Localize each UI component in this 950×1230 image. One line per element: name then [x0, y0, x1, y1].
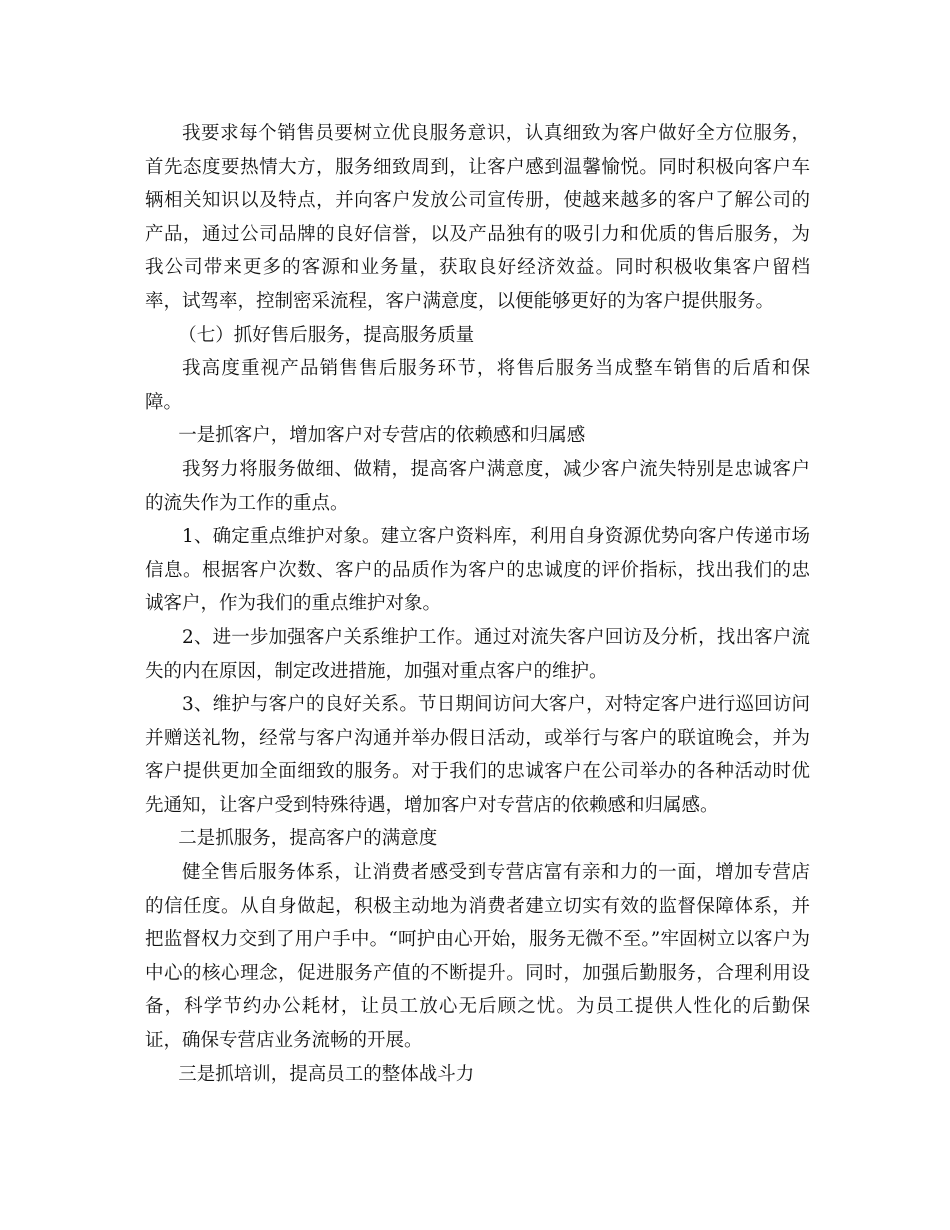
paragraph-item-3: 3、维护与客户的良好关系。节日期间访问大客户，对特定客户进行巡回访问并赠送礼物，经常与客户沟通并举办假日活动，或举行与客户的联谊晚会，并为客户提供更加全面细致的服务。对于我们的忠诚客户在公司举办的各种活动时优先通知，让客户受到特殊待遇，增加客户对专营店的依赖感和归属感。	[145, 694, 810, 816]
document-body	[145, 117, 810, 1091]
section-heading-after-sales: （七）抓好售后服务，提高服务质量	[178, 324, 475, 346]
paragraph-item-2: 2、进一步加强客户关系维护工作。通过对流失客户回访及分析，找出客户流失的内在原因，制定改进措施，加强对重点客户的维护。	[145, 626, 810, 682]
subheading-service-satisfaction: 二是抓服务，提高客户的满意度	[178, 828, 438, 850]
paragraph-item-1: 1、确定重点维护对象。建立客户资料库，利用自身资源优势向客户传递市场信息。根据客户次数、客户的品质作为客户的忠诚度的评价指标，找出我们的忠诚客户，作为我们的重点维护对象。	[145, 526, 810, 615]
paragraph-after-sales-importance: 我高度重视产品销售售后服务环节，将售后服务当成整车销售的后盾和保障。	[145, 358, 810, 413]
paragraph-service-awareness: 我要求每个销售员要树立优良服务意识，认真细致为客户做好全方位服务，首先态度要热情大方，服务细致周到，让客户感到温馨愉悦。同时积极向客户车辆相关知识以及特点，并向客户发放公司宣传册，使越来越多的客户了解公司的产品，通过公司品牌的良好信誉，以及产品独有的吸引力和优质的售后服务，为我公司带来更多的客源和业务量，获取良好经济效益。同时积极收集客户留档率，试驾率，控制密采流程，客户满意度，以便能够更好的为客户提供服务。	[145, 123, 810, 312]
paragraph-customer-retention: 我努力将服务做细、做精，提高客户满意度，减少客户流失特别是忠诚客户的流失作为工作的重点。	[145, 458, 810, 514]
subheading-training: 三是抓培训，提高员工的整体战斗力	[178, 1063, 475, 1085]
paragraph-service-system: 健全售后服务体系，让消费者感受到专营店富有亲和力的一面，增加专营店的信任度。从自身做起，积极主动地为消费者建立切实有效的监督保障体系，并把监督权力交到了用户手中。“呵护由心开始，服务无微不至。”牢固树立以客户为中心的核心理念，促进服务产值的不断提升。同时，加强后勤服务，合理利用设备，科学节约办公耗材，让员工放心无后顾之忧。为员工提供人性化的后勤保证，确保专营店业务流畅的开展。	[145, 862, 810, 1052]
subheading-customer-loyalty: 一是抓客户，增加客户对专营店的依赖感和归属感	[178, 425, 586, 447]
